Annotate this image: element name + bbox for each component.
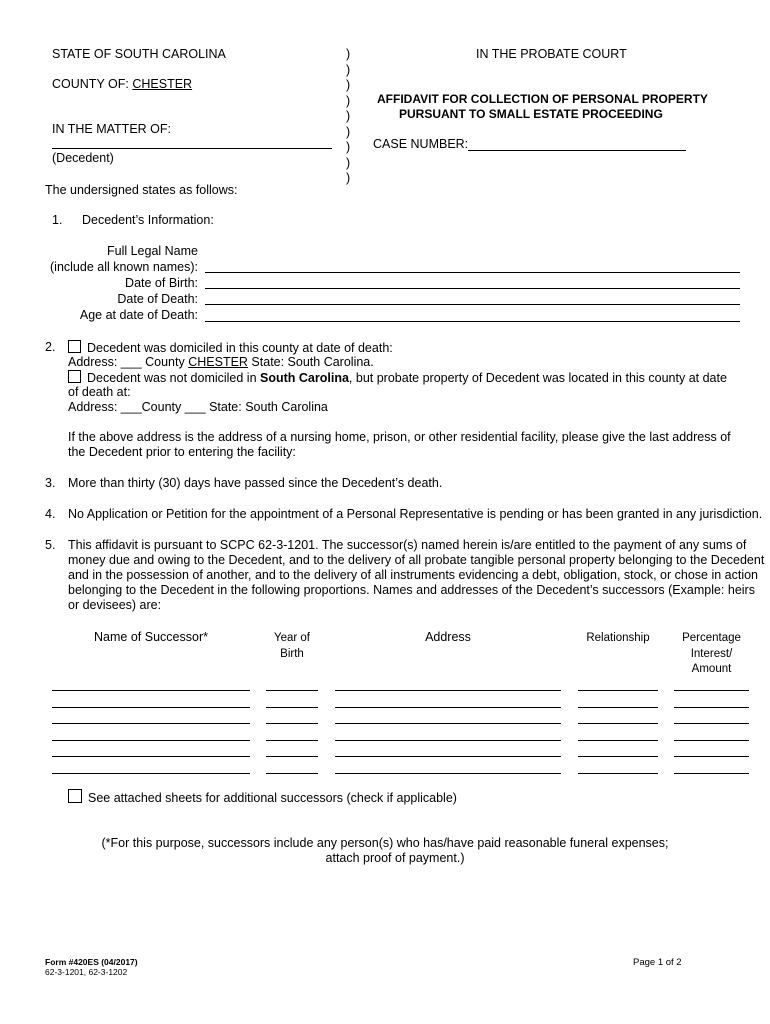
age-label: Age at date of Death: [79,308,198,322]
age-field[interactable] [205,321,740,322]
form-title-line1: AFFIDAVIT FOR COLLECTION OF PERSONAL PROPERTY [377,92,708,106]
successor-percentage-field[interactable] [674,707,749,708]
section4-number: 4. [45,507,56,521]
address1-suffix: State: South Carolina. [247,355,374,369]
col-header-pct-3: Amount [691,663,732,675]
county-label-text: COUNTY OF: [52,77,129,91]
attached-sheets-text: See attached sheets for additional successors (check if applicable) [88,791,457,805]
successor-relationship-field[interactable] [578,723,658,724]
col-header-address: Address [425,630,471,644]
footnote-line-2: attach proof of payment.) [325,851,465,865]
successor-percentage-field[interactable] [674,756,749,757]
successor-year-field[interactable] [266,773,318,774]
section5-line-3: and in the possession of another, and to the delivery of all instruments evidencing a debt, obligation, stock, or chose in action [68,568,759,582]
case-number-label: CASE NUMBER: [373,137,469,151]
header-parenthesis: ) [346,78,351,92]
decedent-label: (Decedent) [52,151,114,165]
nursing-home-text-1: If the above address is the address of a nursing home, prison, or other residential facility, please give the last address of [68,430,731,444]
header-parenthesis: ) [346,47,351,61]
address1-prefix: Address: ___ County [68,355,189,369]
successor-name-field[interactable] [52,773,250,774]
successor-percentage-field[interactable] [674,740,749,741]
dob-field[interactable] [205,288,740,289]
successor-address-field[interactable] [335,740,561,741]
col-header-year-1: Year of [273,632,311,644]
successor-percentage-field[interactable] [674,690,749,691]
col-header-name: Name of Successor* [94,630,208,644]
successor-year-field[interactable] [266,740,318,741]
dod-label: Date of Death: [117,292,198,306]
col-header-pct-1: Percentage [682,632,741,644]
page-number: Page 1 of 2 [633,957,682,968]
successor-year-field[interactable] [266,723,318,724]
section5-line-1: This affidavit is pursuant to SCPC 62-3-1201. The successor(s) named herein is/are entitled to the payment of any sums of [68,538,747,552]
section1-heading: Decedent’s Information: [82,213,214,227]
domiciled-checkbox[interactable] [68,340,81,353]
header-parenthesis: ) [346,93,351,108]
not-domiciled-checkbox[interactable] [68,370,81,383]
full-name-label: Full Legal Name [106,244,198,258]
county-label [52,77,192,91]
domiciled-option [68,340,393,355]
section5-number: 5. [45,538,56,552]
successor-name-field[interactable] [52,756,250,757]
successor-year-field[interactable] [266,707,318,708]
court-label: IN THE PROBATE COURT [476,47,627,61]
successor-address-field[interactable] [335,773,561,774]
header-parenthesis: ) [346,109,351,123]
successor-name-field[interactable] [52,707,250,708]
dod-field[interactable] [205,304,740,305]
successor-name-field[interactable] [52,690,250,691]
domiciled-text: Decedent was domiciled in this county at date of death: [87,341,393,355]
successor-name-field[interactable] [52,740,250,741]
successor-address-field[interactable] [335,707,561,708]
section1-number: 1. [52,213,63,227]
not-domiciled-text-a: Decedent was not domiciled in [87,371,261,385]
form-id: Form #420ES (04/2017) [45,957,138,967]
not-domiciled-option [68,370,727,385]
successor-address-field[interactable] [335,723,561,724]
case-number-field[interactable] [468,150,686,151]
successor-relationship-field[interactable] [578,773,658,774]
form-title-line2: PURSUANT TO SMALL ESTATE PROCEEDING [399,107,663,121]
header-parenthesis: ) [346,140,351,154]
col-header-relationship: Relationship [586,632,650,644]
successor-year-field[interactable] [266,756,318,757]
matter-label: IN THE MATTER OF: [52,122,171,136]
section5-line-4: belonging to the Decedent in the following proportions. Names and addresses of the Decedent’s successors (Example: heirs [68,583,755,597]
attached-sheets-checkbox[interactable] [68,789,82,803]
statute-reference: 62-3-1201, 62-3-1202 [45,967,128,977]
decedent-name-field[interactable] [52,148,332,149]
successor-percentage-field[interactable] [674,773,749,774]
intro-text: The undersigned states as follows: [45,183,238,197]
not-domiciled-text-b: , but probate property of Decedent was located in this county at date [348,371,727,385]
successor-address-field[interactable] [335,756,561,757]
county-value: CHESTER [132,77,193,91]
not-domiciled-continued: of death at: [68,385,131,399]
section4-text: No Application or Petition for the appointment of a Personal Representative is pending or has been granted in any jurisdiction. [68,507,763,521]
address1-line [68,355,374,369]
header-parenthesis: ) [346,124,351,139]
successor-relationship-field[interactable] [578,690,658,691]
section5-line-5: or devisees) are: [68,598,162,612]
successor-percentage-field[interactable] [674,723,749,724]
successor-relationship-field[interactable] [578,740,658,741]
address1-county: CHESTER [188,355,248,369]
not-domiciled-state: South Carolina [260,371,349,385]
section2-number: 2. [45,340,56,354]
successor-address-field[interactable] [335,690,561,691]
col-header-pct-2: Interest/ [690,648,733,660]
header-parenthesis: ) [346,155,351,170]
successor-relationship-field[interactable] [578,707,658,708]
section3-number: 3. [45,476,56,490]
attached-sheets-option [68,789,457,805]
header-parenthesis: ) [346,62,351,77]
full-name-label-sub: (include all known names): [50,260,198,274]
section3-text: More than thirty (30) days have passed since the Decedent’s death. [68,476,443,490]
dob-label: Date of Birth: [125,276,198,290]
footnote-line-1: (*For this purpose, successors include any person(s) who has/have paid reasonable funeral expenses; [101,836,669,850]
successor-year-field[interactable] [266,690,318,691]
full-name-field[interactable] [205,272,740,273]
nursing-home-text-2: the Decedent prior to entering the facility: [68,445,296,459]
state-label: STATE OF SOUTH CAROLINA [52,47,226,61]
address2-line: Address: ___County ___ State: South Carolina [68,400,328,414]
section5-line-2: money due and owing to the Decedent, and to the delivery of all probate tangible personal property belonging to the Decedent [68,553,765,567]
successor-relationship-field[interactable] [578,756,658,757]
successor-name-field[interactable] [52,723,250,724]
col-header-year-2: Birth [280,648,304,660]
header-parenthesis: ) [346,171,351,185]
